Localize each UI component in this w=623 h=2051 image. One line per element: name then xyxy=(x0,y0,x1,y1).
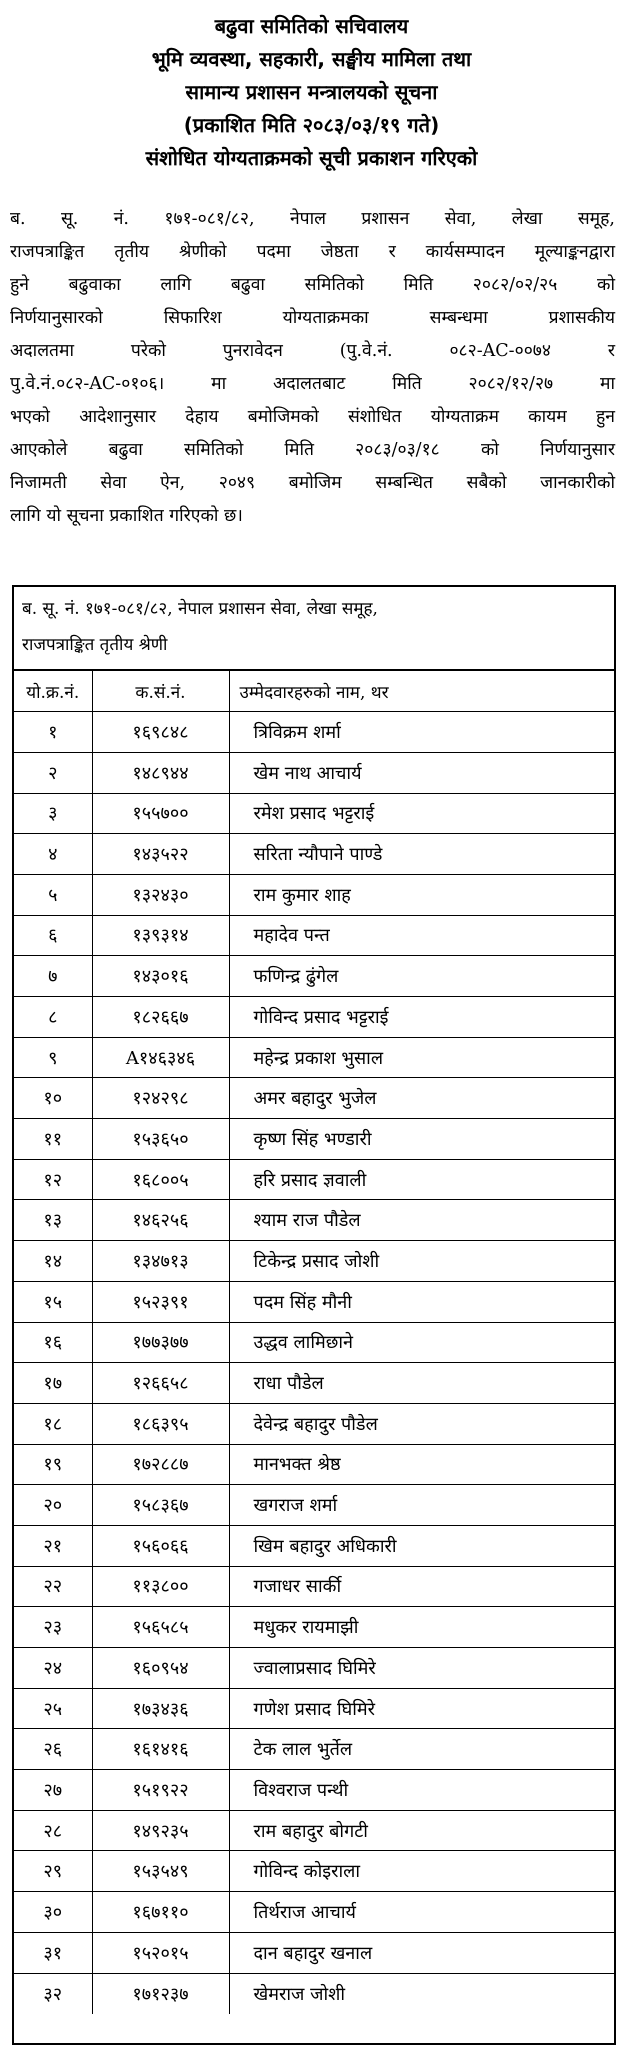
cell-code-number: १४३५२२ xyxy=(92,834,229,875)
table-row xyxy=(14,752,614,793)
cell-serial-number: २१ xyxy=(14,1525,92,1566)
notice-body xyxy=(10,203,615,533)
cell-code-number: १८६३९५ xyxy=(92,1403,229,1444)
cell-candidate-name: उद्धव लामिछाने xyxy=(229,1322,614,1363)
table-row xyxy=(14,1932,614,1973)
notice-line: आएकोले बढुवा समितिको मिति २०८३/०३/१८ को निर्णयानुसार xyxy=(10,440,615,460)
cell-candidate-name: फणिन्द्र ढुंगेल xyxy=(229,956,614,997)
table-row xyxy=(14,1159,614,1200)
table-row xyxy=(14,712,614,753)
table-row xyxy=(14,793,614,834)
candidate-table xyxy=(14,671,614,2014)
table-title xyxy=(14,587,614,671)
cell-code-number: १७१२३७ xyxy=(92,1973,229,2014)
cell-serial-number: १० xyxy=(14,1078,92,1119)
cell-serial-number: २२ xyxy=(14,1566,92,1607)
notice-line: लागि यो सूचना प्रकाशित गरिएको छ। xyxy=(10,506,243,526)
cell-serial-number: १५ xyxy=(14,1281,92,1322)
cell-serial-number: ६ xyxy=(14,915,92,956)
cell-code-number: १२६६५८ xyxy=(92,1363,229,1404)
table-row xyxy=(14,1688,614,1729)
cell-code-number: १५८३६७ xyxy=(92,1485,229,1526)
notice-line: निर्णयानुसारको सिफारिश योग्यताक्रमका सम्बन्धमा प्रशासकीय xyxy=(10,308,615,328)
cell-serial-number: १ xyxy=(14,712,92,753)
cell-candidate-name: ज्वालाप्रसाद घिमिरे xyxy=(229,1648,614,1689)
table-row xyxy=(14,915,614,956)
cell-code-number: १६८००५ xyxy=(92,1159,229,1200)
cell-serial-number: २८ xyxy=(14,1810,92,1851)
cell-code-number: १४६२५६ xyxy=(92,1200,229,1241)
cell-serial-number: १७ xyxy=(14,1363,92,1404)
cell-serial-number: २४ xyxy=(14,1648,92,1689)
cell-code-number: १३४७१३ xyxy=(92,1241,229,1282)
cell-candidate-name: रमेश प्रसाद भट्टराई xyxy=(229,793,614,834)
candidate-list-table xyxy=(12,585,616,2045)
column-header-name: उम्मेदवारहरुको नाम, थर xyxy=(229,671,614,712)
cell-candidate-name: टिकेन्द्र प्रसाद जोशी xyxy=(229,1241,614,1282)
cell-candidate-name: कृष्ण सिंह भण्डारी xyxy=(229,1119,614,1160)
cell-candidate-name: खगराज शर्मा xyxy=(229,1485,614,1526)
table-row xyxy=(14,1810,614,1851)
cell-candidate-name: राम बहादुर बोगटी xyxy=(229,1810,614,1851)
cell-candidate-name: सरिता न्यौपाने पाण्डे xyxy=(229,834,614,875)
cell-serial-number: ३१ xyxy=(14,1932,92,1973)
cell-candidate-name: तिर्थराज आचार्य xyxy=(229,1892,614,1933)
cell-serial-number: २७ xyxy=(14,1770,92,1811)
table-row xyxy=(14,1037,614,1078)
cell-code-number: १२४२९८ xyxy=(92,1078,229,1119)
notice-line: अदालतमा परेको पुनरावेदन (पु.वे.नं. ०८२-AC-००७४ र xyxy=(10,341,615,361)
cell-candidate-name: विश्वराज पन्थी xyxy=(229,1770,614,1811)
cell-code-number: १५१९२२ xyxy=(92,1770,229,1811)
table-title-line: राजपत्राङ्कित तृतीय श्रेणी xyxy=(22,635,168,655)
cell-candidate-name: खेमराज जोशी xyxy=(229,1973,614,2014)
cell-serial-number: ९ xyxy=(14,1037,92,1078)
cell-candidate-name: त्रिविक्रम शर्मा xyxy=(229,712,614,753)
table-row xyxy=(14,1892,614,1933)
cell-code-number: १५५७०० xyxy=(92,793,229,834)
column-header-code: क.सं.नं. xyxy=(92,671,229,712)
table-row xyxy=(14,1363,614,1404)
cell-candidate-name: खेम नाथ आचार्य xyxy=(229,752,614,793)
cell-code-number: १६९८४८ xyxy=(92,712,229,753)
cell-candidate-name: मधुकर रायमाझी xyxy=(229,1607,614,1648)
cell-code-number: १४३०१६ xyxy=(92,956,229,997)
cell-candidate-name: गोविन्द कोइराला xyxy=(229,1851,614,1892)
cell-code-number: १६७११० xyxy=(92,1892,229,1933)
cell-candidate-name: श्याम राज पौडेल xyxy=(229,1200,614,1241)
cell-serial-number: २६ xyxy=(14,1729,92,1770)
table-row xyxy=(14,997,614,1038)
cell-code-number: १८२६६७ xyxy=(92,997,229,1038)
cell-candidate-name: दान बहादुर खनाल xyxy=(229,1932,614,1973)
cell-serial-number: २ xyxy=(14,752,92,793)
notice-line: राजपत्राङ्कित तृतीय श्रेणीको पदमा जेष्ठता र कार्यसम्पादन मूल्याङ्कनद्वारा xyxy=(10,242,615,262)
cell-code-number: १५३६५० xyxy=(92,1119,229,1160)
table-row xyxy=(14,1119,614,1160)
table-row xyxy=(14,874,614,915)
cell-serial-number: २५ xyxy=(14,1688,92,1729)
cell-candidate-name: मानभक्त श्रेष्ठ xyxy=(229,1444,614,1485)
notice-line: पु.वे.नं.०८२-AC-०१०६। मा अदालतबाट मिति २०८२/१२/२७ मा xyxy=(10,374,615,394)
table-row xyxy=(14,1566,614,1607)
cell-code-number: १३९३१४ xyxy=(92,915,229,956)
cell-serial-number: ५ xyxy=(14,874,92,915)
header-line: सामान्य प्रशासन मन्त्रालयको सूचना xyxy=(185,80,438,104)
cell-serial-number: १३ xyxy=(14,1200,92,1241)
cell-code-number: १५६५८५ xyxy=(92,1607,229,1648)
header-line: भूमि व्यवस्था, सहकारी, सङ्घीय मामिला तथा xyxy=(151,47,472,71)
cell-serial-number: १६ xyxy=(14,1322,92,1363)
cell-candidate-name: पदम सिंह मौनी xyxy=(229,1281,614,1322)
cell-serial-number: २३ xyxy=(14,1607,92,1648)
table-row xyxy=(14,956,614,997)
cell-code-number: १७३४३६ xyxy=(92,1688,229,1729)
table-row xyxy=(14,834,614,875)
table-row xyxy=(14,1403,614,1444)
cell-code-number: ११३८०० xyxy=(92,1566,229,1607)
cell-code-number: १४८९४४ xyxy=(92,752,229,793)
cell-code-number: १३२४३० xyxy=(92,874,229,915)
cell-candidate-name: महादेव पन्त xyxy=(229,915,614,956)
cell-candidate-name: खिम बहादुर अधिकारी xyxy=(229,1525,614,1566)
cell-code-number: १५६०६६ xyxy=(92,1525,229,1566)
cell-serial-number: ७ xyxy=(14,956,92,997)
header-line: संशोधित योग्यताक्रमको सूची प्रकाशन गरिएको xyxy=(145,146,478,170)
cell-serial-number: १८ xyxy=(14,1403,92,1444)
cell-code-number: A१४६३४६ xyxy=(92,1037,229,1078)
table-row xyxy=(14,1485,614,1526)
cell-code-number: १६१४१६ xyxy=(92,1729,229,1770)
table-row xyxy=(14,1281,614,1322)
cell-serial-number: ३ xyxy=(14,793,92,834)
cell-serial-number: १४ xyxy=(14,1241,92,1282)
table-row xyxy=(14,1648,614,1689)
cell-candidate-name: टेक लाल भुर्तेल xyxy=(229,1729,614,1770)
cell-candidate-name: महेन्द्र प्रकाश भुसाल xyxy=(229,1037,614,1078)
table-row xyxy=(14,1322,614,1363)
cell-candidate-name: गजाधर सार्की xyxy=(229,1566,614,1607)
cell-serial-number: ११ xyxy=(14,1119,92,1160)
cell-serial-number: ३० xyxy=(14,1892,92,1933)
table-row xyxy=(14,1607,614,1648)
cell-candidate-name: गोविन्द प्रसाद भट्टराई xyxy=(229,997,614,1038)
table-title-line: ब. सू. नं. १७१-०८१/८२, नेपाल प्रशासन सेवा, लेखा समूह, xyxy=(22,599,378,619)
table-row xyxy=(14,1729,614,1770)
cell-serial-number: ३२ xyxy=(14,1973,92,2014)
header-line: (प्रकाशित मिति २०८३/०३/१९ गते) xyxy=(183,113,440,137)
cell-candidate-name: अमर बहादुर भुजेल xyxy=(229,1078,614,1119)
cell-code-number: १७२८८७ xyxy=(92,1444,229,1485)
cell-code-number: १५२०१५ xyxy=(92,1932,229,1973)
cell-code-number: १७७३७७ xyxy=(92,1322,229,1363)
cell-candidate-name: देवेन्द्र बहादुर पौडेल xyxy=(229,1403,614,1444)
column-header-serial: यो.क्र.नं. xyxy=(14,671,92,712)
cell-candidate-name: राधा पौडेल xyxy=(229,1363,614,1404)
table-row xyxy=(14,1525,614,1566)
cell-serial-number: ८ xyxy=(14,997,92,1038)
notice-line: हुने बढुवाका लागि बढुवा समितिको मिति २०८२/०२/२५ को xyxy=(10,275,615,295)
cell-code-number: १४९२३५ xyxy=(92,1810,229,1851)
notice-header xyxy=(0,10,623,175)
cell-code-number: १५३५४९ xyxy=(92,1851,229,1892)
table-row xyxy=(14,1241,614,1282)
notice-line: ब. सू. नं. १७१-०८१/८२, नेपाल प्रशासन सेवा, लेखा समूह, xyxy=(10,209,615,229)
cell-serial-number: २० xyxy=(14,1485,92,1526)
table-row xyxy=(14,1770,614,1811)
table-row xyxy=(14,1200,614,1241)
cell-candidate-name: हरि प्रसाद ज्ञवाली xyxy=(229,1159,614,1200)
notice-line: निजामती सेवा ऐन, २०४९ बमोजिम सम्बन्धित सबैको जानकारीको xyxy=(10,473,615,493)
table-row xyxy=(14,1851,614,1892)
cell-serial-number: ४ xyxy=(14,834,92,875)
cell-code-number: १५२३९१ xyxy=(92,1281,229,1322)
table-row xyxy=(14,1444,614,1485)
cell-serial-number: २९ xyxy=(14,1851,92,1892)
cell-serial-number: १९ xyxy=(14,1444,92,1485)
table-row xyxy=(14,1973,614,2014)
cell-candidate-name: गणेश प्रसाद घिमिरे xyxy=(229,1688,614,1729)
table-header-row xyxy=(14,671,614,712)
notice-line: भएको आदेशानुसार देहाय बमोजिमको संशोधित योग्यताक्रम कायम हुन xyxy=(10,407,615,427)
cell-serial-number: १२ xyxy=(14,1159,92,1200)
cell-code-number: १६०९५४ xyxy=(92,1648,229,1689)
header-line: बढुवा समितिको सचिवालय xyxy=(214,14,409,38)
table-row xyxy=(14,1078,614,1119)
cell-candidate-name: राम कुमार शाह xyxy=(229,874,614,915)
